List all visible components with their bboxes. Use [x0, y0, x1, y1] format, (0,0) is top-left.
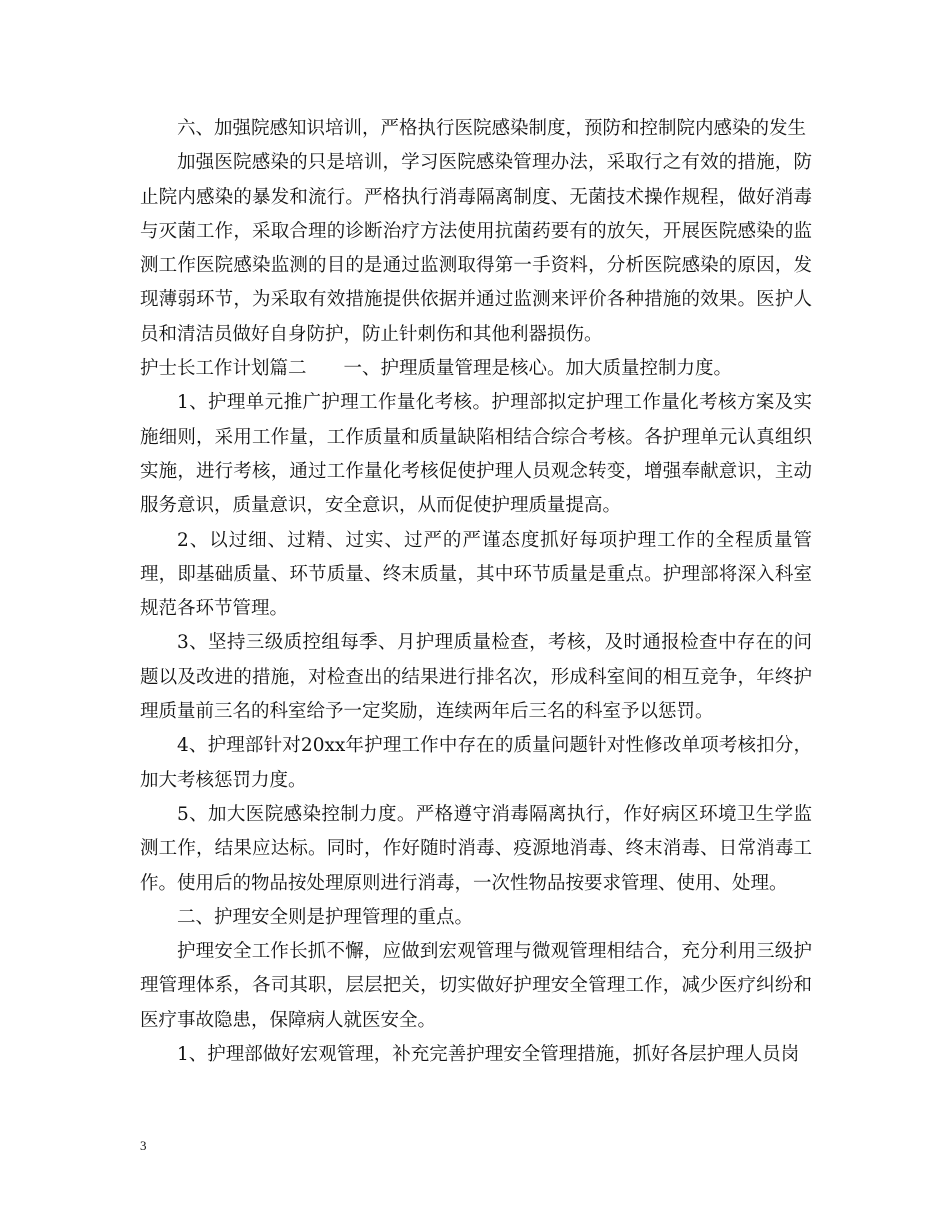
paragraph-item-2: 2、以过细、过精、过实、过严的严谨态度抓好每项护理工作的全程质量管理，即基础质量、环节质量、终末质量，其中环节质量是重点。护理部将深入科室规范各环节管理。 [140, 529, 812, 620]
section-heading-plan-two: 护士长工作计划篇二 一、护理质量管理是核心。加大质量控制力度。 [140, 358, 733, 380]
section-heading-infection-training: 六、加强院感知识培训，严格执行医院感染制度，预防和控制院内感染的发生 [177, 118, 807, 139]
paragraph-item-3: 3、坚持三级质控组每季、月护理质量检查，考核，及时通报检查中存在的问题以及改进的措施，对检查出的结果进行排名次，形成科室间的相互竞争，年终护理质量前三名的科室给予一定奖励，连续两年后三名的科室予以惩罚。 [140, 632, 812, 723]
section-heading-nursing-safety: 二、护理安全则是护理管理的重点。 [177, 906, 474, 928]
document-body [140, 112, 812, 1072]
paragraph-safety-item-1: 1、护理部做好宏观管理，补充完善护理安全管理措施，抓好各层护理人员岗 [177, 1044, 800, 1066]
paragraph-item-5: 5、加大医院感染控制力度。严格遵守消毒隔离执行，作好病区环境卫生学监测工作，结果应达标。同时，作好随时消毒、疫源地消毒、终末消毒、日常消毒工作。使用后的物品按处理原则进行消毒，一次性物品按要求管理、使用、处理。 [140, 803, 812, 894]
paragraph-item-4: 4、护理部针对20xx年护理工作中存在的质量问题针对性修改单项考核扣分，加大考核惩罚力度。 [140, 735, 812, 791]
paragraph-infection-control: 加强医院感染的只是培训，学习医院感染管理办法，采取行之有效的措施，防止院内感染的暴发和流行。严格执行消毒隔离制度、无菌技术操作规程，做好消毒与灭菌工作，采取合理的诊断治疗方法使用抗菌药要有的放矢，开展医院感染的监测工作医院感染监测的目的是通过监测取得第一手资料，分析医院感染的原因，发现薄弱环节，为采取有效措施提供依据并通过监测来评价各种措施的效果。医护人员和清洁员做好自身防护，防止针刺伤和其他利器损伤。 [140, 152, 812, 345]
paragraph-safety-management: 护理安全工作长抓不懈，应做到宏观管理与微观管理相结合，充分利用三级护理管理体系，各司其职，层层把关，切实做好护理安全管理工作，减少医疗纠纷和医疗事故隐患，保障病人就医安全。 [140, 941, 812, 1031]
paragraph-item-1: 1、护理单元推广护理工作量化考核。护理部拟定护理工作量化考核方案及实施细则，采用工作量，工作质量和质量缺陷相结合综合考核。各护理单元认真组织实施，进行考核，通过工作量化考核促使护理人员观念转变，增强奉献意识，主动服务意识，质量意识，安全意识，从而促使护理质量提高。 [140, 392, 812, 517]
page-number: 3 [140, 1138, 147, 1153]
